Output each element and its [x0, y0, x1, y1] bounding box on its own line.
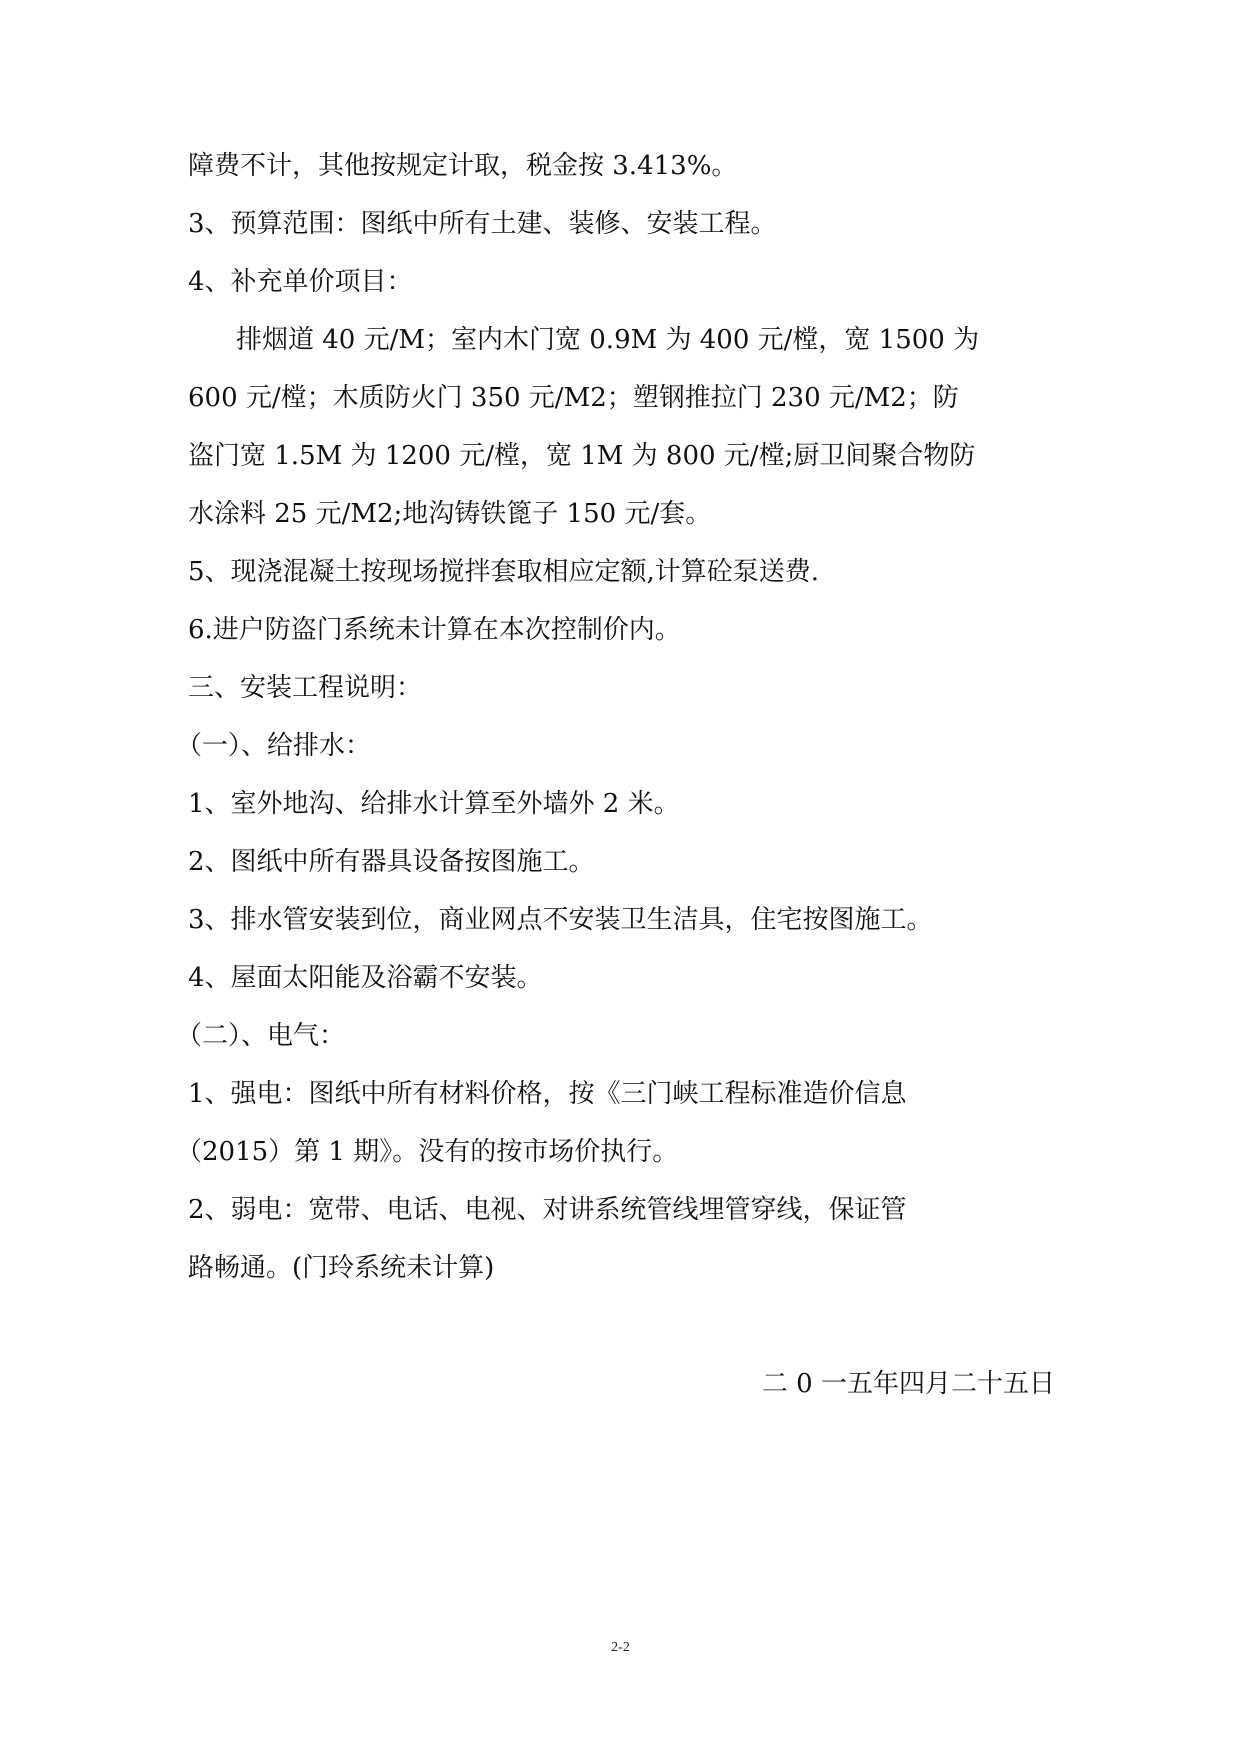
text-line: （2015）第 1 期》。没有的按市场价执行。 — [176, 1137, 679, 1167]
document-date: 二 0 一五年四月二十五日 — [761, 1369, 1055, 1399]
text-line: 4、补充单价项目： — [188, 267, 413, 297]
subsection-heading: （二）、电气： — [176, 1021, 346, 1051]
subsection-heading: （一）、给排水： — [176, 731, 372, 761]
text-line: 盗门宽 1.5M 为 1200 元/樘，宽 1M 为 800 元/樘;厨卫间聚合物防 — [188, 441, 976, 471]
text-line: 6.进户防盗门系统未计算在本次控制价内。 — [188, 615, 681, 645]
text-line: 障费不计，其他按规定计取，税金按 3.413%。 — [188, 151, 738, 181]
text-line: 4、屋面太阳能及浴霸不安装。 — [188, 963, 543, 993]
page-number: 2-2 — [611, 1640, 630, 1655]
text-line: 2、图纸中所有器具设备按图施工。 — [188, 847, 595, 877]
text-line: 3、预算范围：图纸中所有土建、装修、安装工程。 — [188, 209, 777, 239]
text-line: 2、弱电：宽带、电话、电视、对讲系统管线埋管穿线，保证管 — [188, 1195, 907, 1225]
text-line: 3、排水管安装到位，商业网点不安装卫生洁具，住宅按图施工。 — [188, 905, 933, 935]
text-line: 5、现浇混凝土按现场搅拌套取相应定额,计算砼泵送费. — [188, 557, 820, 587]
text-line: 排烟道 40 元/M；室内木门宽 0.9M 为 400 元/樘，宽 1500 为 — [236, 325, 980, 355]
text-line: 1、强电：图纸中所有材料价格，按《三门峡工程标准造价信息 — [188, 1079, 907, 1109]
text-line: 路畅通。(门玲系统未计算) — [188, 1253, 495, 1283]
text-line: 1、室外地沟、给排水计算至外墙外 2 米。 — [188, 789, 680, 819]
text-line: 水涂料 25 元/M2;地沟铸铁篦子 150 元/套。 — [188, 499, 712, 529]
section-heading: 三、安装工程说明： — [188, 673, 423, 703]
text-line: 600 元/樘；木质防火门 350 元/M2；塑钢推拉门 230 元/M2；防 — [188, 383, 959, 413]
